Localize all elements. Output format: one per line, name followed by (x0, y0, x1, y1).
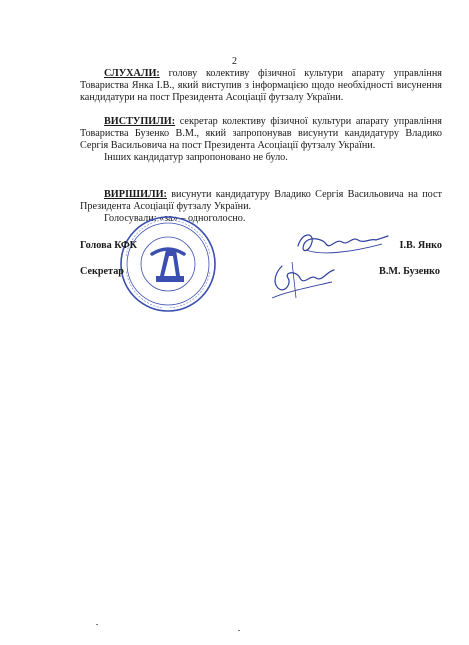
decided-label: ВИРІШИЛИ: (104, 189, 167, 200)
decided-paragraph (80, 189, 442, 213)
dynamo-logo-icon (152, 249, 184, 282)
spoke-paragraph (80, 116, 442, 152)
vote-result: Голосували: «за» – одноголосно. (104, 213, 246, 224)
scan-speck (238, 630, 240, 631)
secretary-name: В.М. Бузенко (379, 266, 440, 277)
heard-text: голову колективу фізичної культури апарату управління Товариства Янка І.В., який виступив з інформацією щодо необхідності висунення кандидатури на пост Президента Асоціації футзалу України. (80, 68, 442, 103)
organization-stamp (118, 214, 218, 314)
spoke-note: Інших кандидатур запропоновано не було. (104, 152, 288, 163)
heard-label: СЛУХАЛИ: (104, 68, 160, 79)
secretary-signature (262, 258, 342, 304)
page-number: 2 (232, 56, 237, 67)
scan-speck (96, 624, 98, 625)
spoke-text: секретар колективу фізичної культури апарату управління Товариства Бузенко В.М., який запропонував висунути кандидатуру Владико Сергія Васильовича на пост Президента Асоціації футзалу України. (80, 116, 442, 151)
secretary-title: Секретар (80, 266, 124, 277)
spoke-label: ВИСТУПИЛИ: (104, 116, 176, 127)
heard-section (80, 68, 442, 104)
spoke-section (80, 116, 442, 164)
head-name: І.В. Янко (399, 240, 442, 251)
head-title: Голова КФК (80, 240, 138, 251)
heard-paragraph (80, 68, 442, 104)
decided-text: висунути кандидатуру Владико Сергія Васильовича на пост Президента Асоціації футзалу України. (80, 189, 442, 212)
head-signature (292, 226, 392, 262)
